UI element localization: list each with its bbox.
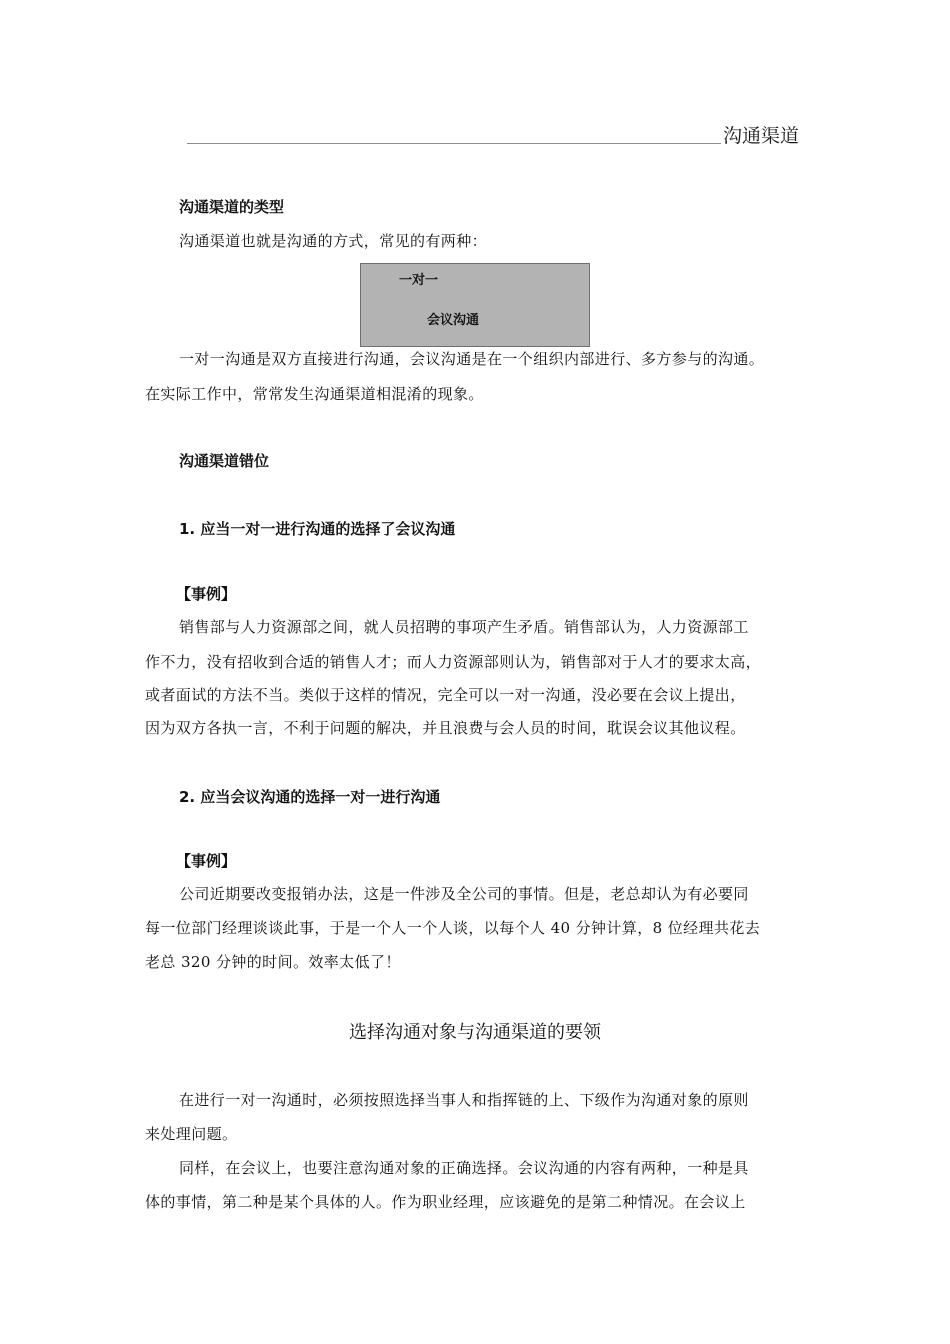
case-2-line: 老总 320 分钟的时间。效率太低了！ [145, 953, 401, 971]
case-1-line: 或者面试的方法不当。类似于这样的情况，完全可以一对一沟通，没必要在会议上提出， [145, 686, 746, 704]
case-1-line: 因为双方各执一言，不利于问题的解决，并且浪费与会人员的时间，耽误会议其他议程。 [145, 719, 746, 737]
essentials-paragraph-1-line: 在进行一对一沟通时，必须按照选择当事人和指挥链的上、下级作为沟通对象的原则 [179, 1091, 749, 1109]
essentials-paragraph-2-line: 体的事情，第二种是某个具体的人。作为职业经理，应该避免的是第二种情况。在会议上 [145, 1193, 746, 1211]
diagram-label-meeting: 会议沟通 [427, 313, 480, 328]
section-heading-types: 沟通渠道的类型 [179, 198, 285, 216]
case-1-line: 销售部与人力资源部之间，就人员招聘的事项产生矛盾。销售部认为，人力资源部工 [179, 618, 749, 636]
case-1-line: 作不力，没有招收到合适的销售人才；而人力资源部则认为，销售部对于人才的要求太高， [145, 653, 762, 671]
essentials-paragraph-1-line: 来处理问题。 [145, 1125, 238, 1143]
essentials-paragraph-2-line: 同样，在会议上，也要注意沟通对象的正确选择。会议沟通的内容有两种，一种是具 [179, 1159, 749, 1177]
case-2-heading: 2. 应当会议沟通的选择一对一进行沟通 [179, 788, 441, 806]
case-1-example-label: 【事例】 [176, 585, 237, 603]
channel-types-diagram [360, 263, 590, 347]
section-heading-misplacement: 沟通渠道错位 [179, 452, 270, 470]
essentials-section-title: 选择沟通对象与沟通渠道的要领 [349, 1022, 601, 1043]
types-paragraph-line: 一对一沟通是双方直接进行沟通，会议沟通是在一个组织内部进行、多方参与的沟通。 [179, 350, 765, 368]
case-1-heading: 1. 应当一对一进行沟通的选择了会议沟通 [179, 520, 456, 538]
types-intro: 沟通渠道也就是沟通的方式，常见的有两种： [179, 232, 488, 250]
diagram-label-one-on-one: 一对一 [399, 273, 439, 288]
case-2-line: 每一位部门经理谈谈此事，于是一个人一个人谈，以每个人 40 分钟计算，8 位经理共花去 [145, 919, 761, 937]
page-header-title: 沟通渠道 [723, 125, 800, 147]
types-paragraph-line: 在实际工作中，常常发生沟通渠道相混淆的现象。 [145, 385, 484, 403]
case-2-line: 公司近期要改变报销办法，这是一件涉及全公司的事情。但是，老总却认为有必要同 [179, 885, 749, 903]
header-rule [187, 143, 721, 144]
case-2-example-label: 【事例】 [176, 852, 237, 870]
